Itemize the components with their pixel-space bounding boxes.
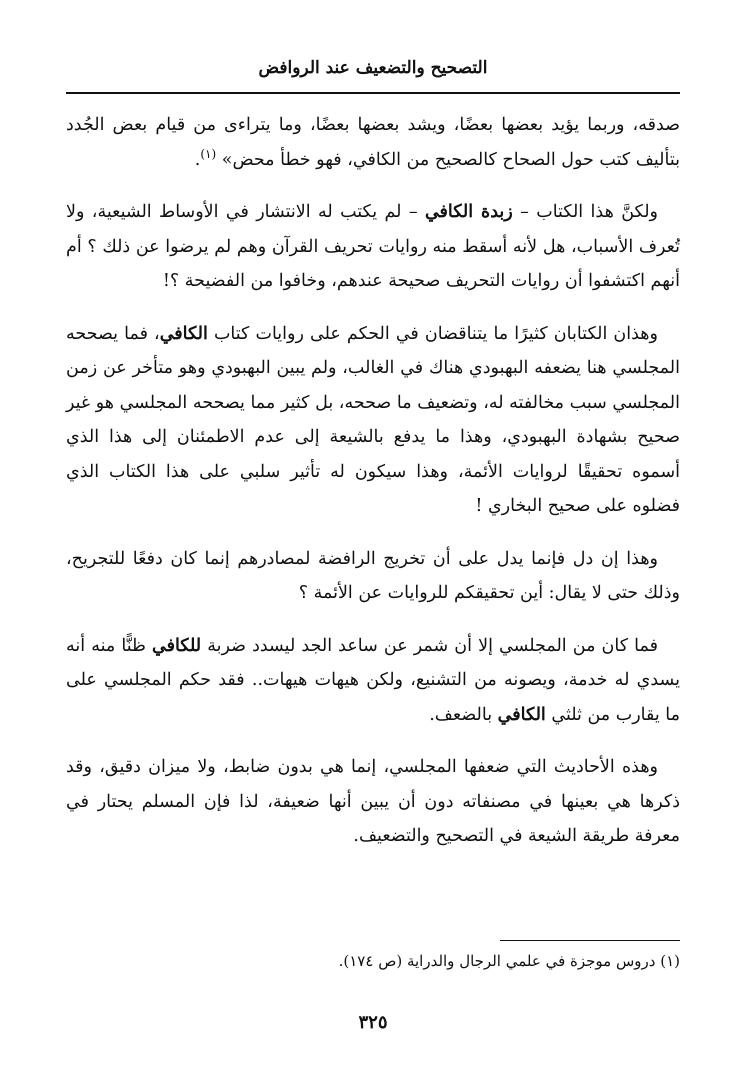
paragraph-5 — [66, 629, 680, 733]
paragraph-2-text-a: ولكنَّ هذا الكتاب – — [520, 202, 658, 222]
paragraph-3-text-c: ، فما يصححه المجلسي هنا يضعفه البهبودي هناك في الغالب، ولم يبين البهبودي وهو متأخر عن زمن المجلسي سبب مخالفته له، وتضعيف ما صححه، بل كثير مما يصححه المجلسي هو غير صحيح بشهادة البهبودي، وهذا ما يدفع بالشيعة إلى عدم الاطمئنان إلى هذا الذي أسموه تحقيقًا لروايات الأئمة، وهذا سيكون له تأثير سلبي على هذا الكتاب الذي فضلوه على صحيح البخاري ! — [66, 323, 680, 516]
paragraph-3 — [66, 317, 680, 524]
footnote: (١) دروس موجزة في علمي الرجال والدراية (ص ١٧٤). — [338, 952, 680, 970]
paragraph-4 — [66, 542, 680, 611]
paragraph-5-text-c: ظنًّا منه أنه يسدي له خدمة، ويصونه من التشنيع، ولكن هيهات هيهات.. فقد حكم المجلسي على ما يقارب من ثلثي — [66, 635, 680, 725]
header-rule — [66, 92, 680, 94]
paragraph-2 — [66, 195, 680, 299]
paragraph-5-text-a: فما كان من المجلسي إلا أن شمر عن ساعد الجد ليسدد ضربة — [207, 635, 658, 656]
page-number: ٣٢٥ — [358, 1012, 388, 1033]
paragraph-4-text: وهذا إن دل فإنما يدل على أن تخريج الرافضة لمصادرهم إنما كان دفعًا للتجريح، وذلك حتى لا يقال: أين تحقيقكم للروايات عن الأئمة ؟ — [66, 548, 680, 603]
paragraph-2-text-c: – لم يكتب له الانتشار في الأوساط الشيعية، ولا تُعرف الأسباب، هل لأنه أسقط منه روايات تحريف القرآن وهم لم يرضوا عن ذلك ؟ أم أنهم اكتشفوا أن روايات التحريف صحيحة عندهم، وخافوا من الفضيحة ؟! — [66, 202, 680, 291]
paragraph-6 — [66, 750, 680, 854]
paragraph-1-text: صدقه، وربما يؤيد بعضها بعضًا، ويشد بعضها بعضًا، وما يتراءى من قيام بعض الجُدد بتأليف كتب حول الصحاح كالصحيح من الكافي، فهو خطأ محض» — [66, 115, 680, 170]
paragraph-1 — [66, 108, 680, 177]
paragraph-5-text-e: بالضعف. — [429, 704, 493, 725]
running-header: التصحيح والتضعيف عند الروافض — [258, 58, 488, 78]
paragraph-3-text-a: وهذان الكتابان كثيرًا ما يتناقضان في الحكم على روايات كتاب — [213, 323, 658, 344]
paragraph-1-end: . — [194, 149, 201, 170]
footnote-rule — [500, 940, 680, 941]
book-title-lil-kafi: للكافي — [152, 635, 202, 656]
body-text — [66, 108, 680, 872]
footnote-reference[interactable]: (١) — [200, 146, 217, 161]
paragraph-6-text: وهذه الأحاديث التي ضعفها المجلسي، إنما هي بدون ضابط، ولا ميزان دقيق، وقد ذكرها هي بعينها في مصنفاته دون أن يبين أنها ضعيفة، لذا فإن المسلم يحتار في معرفة طريقة الشيعة في التصحيح والتضعيف. — [66, 757, 680, 846]
book-title-al-kafi-2: الكافي — [497, 704, 546, 725]
book-title-al-kafi: الكافي — [159, 323, 208, 344]
book-title-zubdat-al-kafi: زبدة الكافي — [424, 202, 513, 222]
